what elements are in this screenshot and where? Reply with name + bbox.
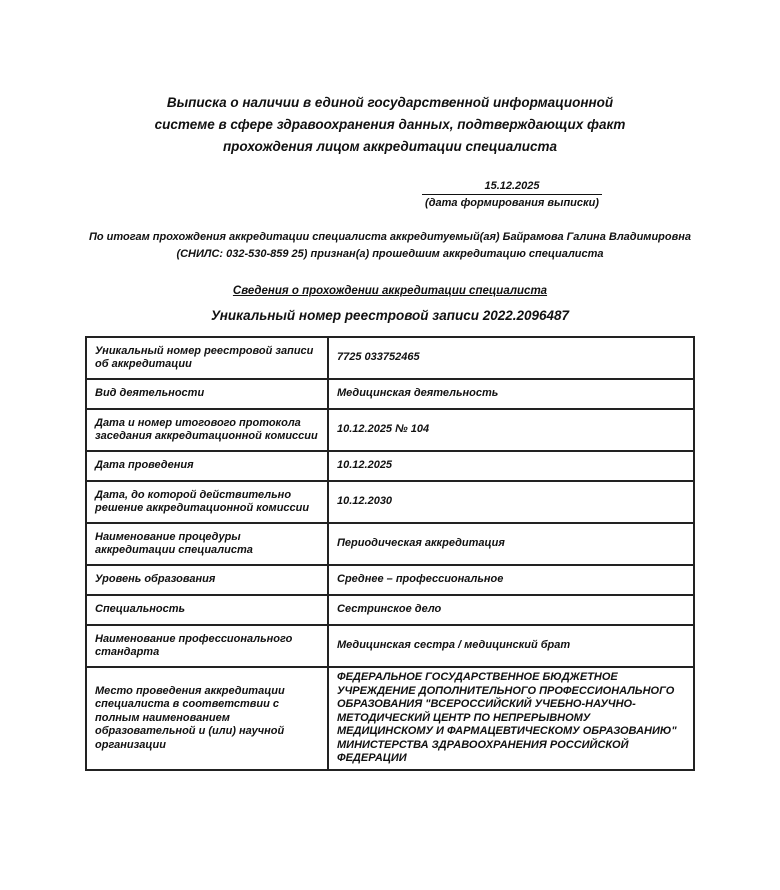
- table-row: [86, 481, 694, 523]
- row-value: 10.12.2025 № 104: [328, 409, 694, 451]
- table-row: [86, 337, 694, 379]
- document-title-line-3: прохождения лицом аккредитации специалиста: [222, 139, 558, 154]
- row-value: 7725 033752465: [328, 337, 694, 379]
- row-value: Медицинская сестра / медицинский брат: [328, 625, 694, 667]
- table-row: [86, 379, 694, 409]
- row-label: Наименование профессионального стандарта: [86, 625, 328, 667]
- row-label: Дата и номер итогового протокола заседания аккредитационной комиссии: [86, 409, 328, 451]
- table-row: [86, 625, 694, 667]
- row-label: Место проведения аккредитации специалиста в соответствии с полным наименованием образовательной и (или) научной организации: [86, 667, 328, 770]
- row-value: Сестринское дело: [328, 595, 694, 625]
- row-value: ФЕДЕРАЛЬНОЕ ГОСУДАРСТВЕННОЕ БЮДЖЕТНОЕ УЧРЕЖДЕНИЕ ДОПОЛНИТЕЛЬНОГО ПРОФЕССИОНАЛЬНОГО ОБРАЗОВАНИЯ "ВСЕРОССИЙСКИЙ УЧЕБНО-НАУЧНО-МЕТОДИЧЕСКИЙ ЦЕНТР ПО НЕПРЕРЫВНОМУ МЕДИЦИНСКОМУ И ФАРМАЦЕВТИЧЕСКОМУ ОБРАЗОВАНИЮ" МИНИСТЕРСТВА ЗДРАВООХРАНЕНИЯ РОССИЙСКОЙ ФЕДЕРАЦИИ: [328, 667, 694, 770]
- row-label: Дата, до которой действительно решение аккредитационной комиссии: [86, 481, 328, 523]
- row-label: Специальность: [86, 595, 328, 625]
- document-title-line-1: Выписка о наличии в единой государственной информационной: [166, 95, 614, 110]
- row-value: 10.12.2030: [328, 481, 694, 523]
- row-label: Уникальный номер реестровой записи об аккредитации: [86, 337, 328, 379]
- row-label: Уровень образования: [86, 565, 328, 595]
- accreditation-result-paragraph: По итогам прохождения аккредитации специалиста аккредитуемый(ая) Байрамова Галина Владимировна (СНИЛС: 032-530-859 25) признан(а) прошедшим аккредитацию специалиста: [88, 231, 692, 260]
- row-value: 10.12.2025: [328, 451, 694, 481]
- row-label: Наименование процедуры аккредитации специалиста: [86, 523, 328, 565]
- document-title: [110, 92, 670, 158]
- table-row: [86, 595, 694, 625]
- accreditation-details-table: [85, 336, 695, 771]
- table-row: [86, 667, 694, 770]
- row-value: Медицинская деятельность: [328, 379, 694, 409]
- table-row: [86, 451, 694, 481]
- section-heading: Сведения о прохождении аккредитации специалиста: [232, 285, 548, 297]
- formation-date-caption: (дата формирования выписки): [425, 197, 599, 209]
- formation-date-block: [422, 180, 602, 209]
- row-value: Среднее – профессиональное: [328, 565, 694, 595]
- table-row: [86, 565, 694, 595]
- formation-date: 15.12.2025: [422, 180, 602, 195]
- row-value: Периодическая аккредитация: [328, 523, 694, 565]
- document-title-line-2: системе в сфере здравоохранения данных, подтверждающих факт: [154, 117, 626, 132]
- registry-number-heading: Уникальный номер реестровой записи 2022.2096487: [210, 308, 570, 323]
- table-row: [86, 523, 694, 565]
- row-label: Вид деятельности: [86, 379, 328, 409]
- row-label: Дата проведения: [86, 451, 328, 481]
- table-row: [86, 409, 694, 451]
